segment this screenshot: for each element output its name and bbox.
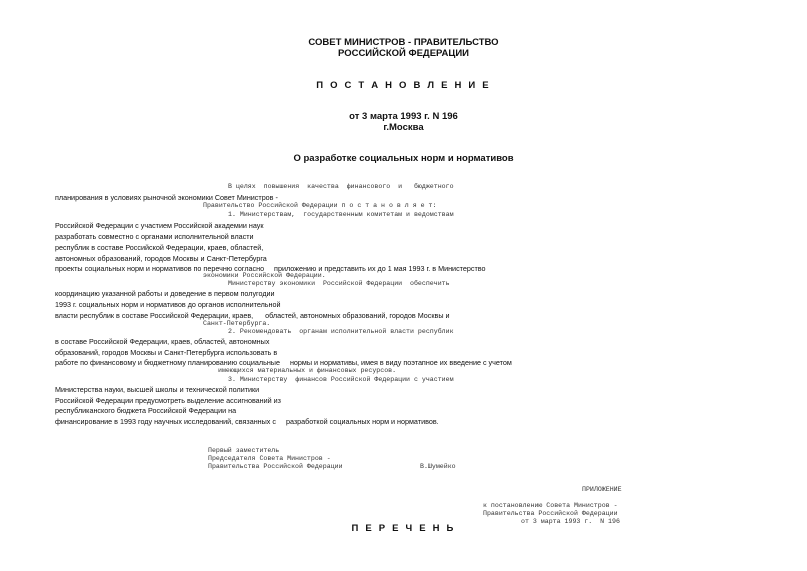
signatory-line-1: Первый заместитель <box>208 447 280 454</box>
issuer-line-1: СОВЕТ МИНИСТРОВ - ПРАВИТЕЛЬСТВО <box>308 37 499 48</box>
body-line: В целях повышения качества финансового и бюджетного <box>228 183 454 190</box>
document-title: О разработке социальных норм и нормативов <box>293 153 514 164</box>
appendix-ref-line-3: от 3 марта 1993 г. N 196 <box>521 518 620 525</box>
body-line: разработать совместно с органами исполнительной власти <box>55 232 254 241</box>
list-title: П Е Р Е Ч Е Н Ь <box>351 523 456 534</box>
issuer-line-2: РОССИЙСКОЙ ФЕДЕРАЦИИ <box>337 48 469 59</box>
body-line: Российской Федерации с участием Российской академии наук <box>55 221 264 230</box>
signatory-line-2: Председателя Совета Министров - <box>208 455 331 462</box>
body-line: 1993 г. социальных норм и нормативов до органов исполнительной <box>55 300 281 309</box>
body-line: 3. Министерству финансов Российской Федерации с участием <box>228 376 454 383</box>
body-line: в составе Российской Федерации, краев, областей, автономных <box>55 337 270 346</box>
appendix-ref-line-2: Правительства Российской Федерации <box>483 510 618 517</box>
body-line: координацию указанной работы и доведение в первом полугодии <box>55 289 275 298</box>
signatory-line-3: Правительства Российской Федерации <box>208 463 343 470</box>
body-line: автономных образований, городов Москвы и Санкт-Петербурга <box>55 254 267 263</box>
document-type: П О С Т А Н О В Л Е Н И Е <box>316 80 491 91</box>
signatory-name: В.Шумейко <box>420 463 456 470</box>
body-line: работе по финансовому и бюджетному планированию социальные нормы и нормативы, имея в виду поэтапное их введение с учетом <box>55 358 512 367</box>
body-line: власти республик в составе Российской Федерации, краев, областей, автономных образований, городов Москвы и <box>55 311 450 320</box>
body-line: проекты социальных норм и нормативов по перечню согласно приложению и представить их до 1 мая 1993 г. в Министерство <box>55 264 486 273</box>
appendix-label: ПРИЛОЖЕНИЕ <box>582 486 622 493</box>
appendix-ref-line-1: к постановлению Совета Министров - <box>483 502 618 509</box>
body-line: Санкт-Петербурга. <box>203 320 271 327</box>
body-line: финансирование в 1993 году научных исследований, связанных с разработкой социальных норм и нормативов. <box>55 417 439 426</box>
body-line: республиканского бюджета Российской Федерации на <box>55 406 237 415</box>
body-line: 1. Министерствам, государственным комитетам и ведомствам <box>228 211 454 218</box>
document-city: г.Москва <box>383 122 424 133</box>
body-line: 2. Рекомендовать органам исполнительной власти республик <box>228 328 454 335</box>
body-line: республик в составе Российской Федерации, краев, областей, <box>55 243 264 252</box>
body-line: Министерству экономики Российской Федерации обеспечить <box>228 280 450 287</box>
body-line: имеющихся материальных и финансовых ресурсов. <box>218 367 397 374</box>
document-date: от 3 марта 1993 г. N 196 <box>349 111 458 122</box>
body-line: Правительство Российской Федерации п о с т а н о в л я е т: <box>203 202 437 209</box>
body-line: планирования в условиях рыночной экономики Совет Министров - <box>55 193 278 202</box>
body-line: экономики Российской Федерации. <box>203 272 326 279</box>
body-line: Министерства науки, высшей школы и технической политики <box>55 385 260 394</box>
body-line: Российской Федерации предусмотреть выделение ассигнований из <box>55 396 281 405</box>
body-line: образований, городов Москвы и Санкт-Петербурга использовать в <box>55 348 278 357</box>
